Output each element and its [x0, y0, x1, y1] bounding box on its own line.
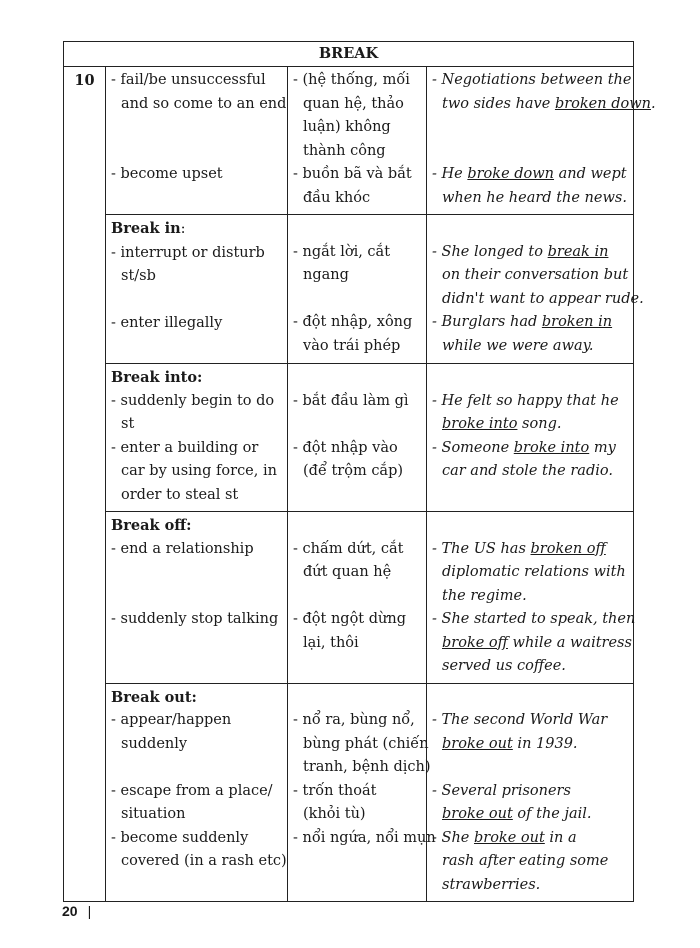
meaning-cell	[106, 67, 288, 215]
example-text: while a waitress	[507, 634, 632, 651]
spacer	[293, 655, 426, 679]
text-line: - suddenly stop talking	[111, 611, 279, 627]
example-cell	[427, 67, 656, 215]
section-heading: Break out:	[111, 688, 197, 706]
example-line	[432, 437, 633, 461]
example-text: on their conversation but	[442, 267, 629, 283]
table-row	[64, 512, 634, 684]
phrasal-verb: broke into	[442, 416, 518, 432]
example-text: - He felt so happy that he	[432, 392, 619, 409]
footer-separator: |	[87, 903, 92, 919]
spacer	[432, 484, 633, 508]
spacer	[111, 187, 287, 211]
text-line: quan hệ, thảo	[303, 95, 404, 112]
text-line: and so come to an end	[121, 95, 287, 112]
meaning-cell	[106, 215, 288, 364]
spacer	[432, 116, 633, 140]
example-cell	[427, 215, 644, 364]
example-text: and wept	[554, 166, 627, 182]
example-text: served us coffee.	[442, 658, 566, 674]
example-text: the regime.	[442, 587, 527, 604]
example-line	[432, 311, 633, 335]
table-row	[64, 683, 634, 902]
text-line: bùng phát (chiến	[303, 735, 429, 752]
example-text: two sides have	[442, 95, 555, 112]
example-text: song.	[517, 416, 562, 432]
text-line: - end a relationship	[111, 540, 254, 557]
phrasal-verb: broke out	[442, 806, 513, 822]
table-row	[64, 67, 634, 215]
section-heading: Break in	[111, 220, 181, 237]
spacer	[111, 655, 287, 679]
example-text: - The US has	[432, 540, 531, 557]
page-number: 20	[62, 903, 78, 919]
example-text: of the jail.	[512, 806, 592, 822]
row-number: 10	[64, 67, 106, 902]
spacer	[293, 686, 426, 710]
text-line: - enter illegally	[111, 315, 223, 331]
example-text: in a	[544, 829, 577, 846]
text-line: tranh, bệnh dịch)	[303, 759, 431, 775]
section-heading: Break into:	[111, 369, 203, 386]
spacer	[111, 116, 287, 140]
spacer	[111, 140, 287, 164]
example-text: - Burglars had	[432, 314, 542, 330]
phrasal-verb: break in	[547, 243, 609, 260]
phrasal-verb: broken off	[530, 540, 606, 557]
text-line: - đột nhập vào	[293, 439, 398, 456]
spacer	[111, 336, 287, 360]
example-text: didn't want to appear rude.	[442, 290, 644, 307]
page-footer	[62, 903, 91, 919]
phrasal-verb: broke into	[513, 439, 590, 456]
text-line: - become suddenly	[111, 829, 249, 846]
example-line	[432, 803, 633, 827]
text-line: đầu khóc	[303, 189, 371, 206]
text-line: đứt quan hệ	[303, 564, 392, 580]
example-text: in 1939.	[512, 735, 578, 752]
example-line	[432, 187, 633, 211]
example-text: strawberries.	[442, 876, 541, 893]
example-text: rash after eating some	[442, 853, 609, 869]
text-line: vào trái phép	[303, 337, 401, 354]
phrasal-verb: broken in	[541, 314, 613, 330]
example-text: - She started to speak, then	[432, 611, 636, 627]
text-line: - ngắt lời, cắt	[293, 243, 391, 260]
text-line: car by using force, in	[121, 463, 277, 479]
example-text: - The second World War	[432, 712, 608, 728]
example-line	[432, 93, 656, 117]
phrasal-verb-table	[63, 41, 656, 902]
spacer	[293, 217, 426, 241]
meaning-cell	[106, 512, 288, 684]
text-line: ngang	[303, 267, 349, 283]
text-line: - enter a building or	[111, 439, 259, 456]
text-line: (khỏi tù)	[303, 806, 366, 822]
phrasal-verb: broke out	[473, 829, 545, 846]
heading-suffix: :	[180, 221, 186, 237]
example-line	[432, 413, 633, 437]
example-line	[432, 780, 633, 804]
vietnamese-cell	[288, 512, 427, 684]
spacer	[293, 366, 426, 390]
example-text: - Negotiations between the	[432, 72, 632, 88]
example-text: - She	[432, 829, 474, 846]
example-text: when he heard the news.	[442, 189, 627, 206]
example-line	[432, 561, 633, 585]
meaning-cell	[106, 683, 288, 902]
text-line: st/sb	[121, 268, 156, 284]
example-line	[432, 241, 633, 265]
text-line: - nổ ra, bùng nổ,	[293, 712, 415, 728]
vietnamese-cell	[288, 67, 427, 215]
example-text: car and stole the radio.	[442, 463, 613, 479]
vietnamese-cell	[288, 215, 427, 364]
example-line	[432, 874, 633, 898]
spacer	[432, 686, 633, 710]
example-text: - He	[432, 166, 468, 182]
spacer	[293, 585, 426, 609]
example-line	[432, 709, 633, 733]
text-line: - fail/be unsuccessful	[111, 72, 266, 88]
example-cell	[427, 512, 634, 684]
example-line	[432, 655, 633, 679]
example-line	[432, 632, 633, 656]
vietnamese-cell	[288, 364, 427, 512]
table-row	[64, 215, 634, 364]
example-line	[432, 827, 633, 851]
text-line: thành công	[303, 142, 386, 159]
example-line	[432, 585, 633, 609]
example-text: - Several prisoners	[432, 782, 571, 799]
text-line: - become upset	[111, 166, 223, 182]
spacer	[432, 514, 633, 538]
spacer	[293, 850, 426, 874]
spacer	[432, 140, 633, 164]
table-title: BREAK	[64, 42, 634, 67]
example-text: - Someone	[432, 439, 514, 456]
spacer	[293, 514, 426, 538]
text-line: - trốn thoát	[293, 782, 377, 799]
text-line: order to steal st	[121, 486, 239, 503]
text-line: - đột ngột dừng	[293, 611, 406, 627]
meaning-cell	[106, 364, 288, 512]
text-line: situation	[121, 806, 186, 822]
section-heading: Break off:	[111, 517, 192, 534]
example-text: .	[650, 95, 656, 112]
example-line	[432, 608, 636, 632]
example-line	[432, 288, 644, 312]
example-cell	[427, 683, 634, 902]
example-line	[432, 733, 633, 757]
text-line: - nổi ngứa, nổi mụn	[293, 829, 436, 846]
spacer	[111, 632, 287, 656]
text-line: - appear/happen	[111, 712, 232, 728]
spacer	[432, 217, 633, 241]
spacer	[111, 874, 287, 898]
example-text: my	[589, 439, 616, 456]
spacer	[111, 289, 287, 313]
phrasal-verb: broke off	[442, 634, 508, 651]
spacer	[293, 288, 426, 312]
phrasal-verb: broke down	[467, 166, 555, 182]
example-line	[432, 538, 633, 562]
example-line	[432, 390, 633, 414]
table-row	[64, 364, 634, 512]
text-line: - suddenly begin to do	[111, 392, 275, 409]
example-line	[432, 264, 633, 288]
spacer	[432, 366, 633, 390]
example-text: diplomatic relations with	[442, 564, 626, 580]
spacer	[432, 756, 633, 780]
text-line: st	[121, 416, 135, 432]
example-line	[432, 69, 633, 93]
example-line	[432, 163, 633, 187]
example-text: - She longed to	[432, 243, 548, 260]
text-line: - buồn bã và bắt	[293, 166, 412, 182]
text-line: - bắt đầu làm gì	[293, 392, 409, 409]
text-line: - escape from a place/	[111, 782, 273, 799]
spacer	[293, 874, 426, 898]
text-line: - đột nhập, xông	[293, 314, 413, 330]
example-line	[432, 460, 633, 484]
vietnamese-cell	[288, 683, 436, 902]
text-line: covered (in a rash etc)	[121, 853, 287, 869]
spacer	[111, 561, 287, 585]
phrasal-verb: broke out	[442, 735, 513, 752]
text-line: suddenly	[121, 735, 188, 752]
phrasal-verb: broken down	[554, 95, 651, 112]
text-line: - chấm dứt, cắt	[293, 540, 404, 557]
spacer	[293, 484, 426, 508]
text-line: - (hệ thống, mối	[293, 72, 410, 88]
text-line: lại, thôi	[303, 634, 359, 651]
example-text: while we were away.	[442, 337, 594, 354]
text-line: (để trộm cắp)	[303, 463, 404, 479]
spacer	[111, 585, 287, 609]
example-cell	[427, 364, 634, 512]
spacer	[111, 756, 287, 780]
spacer	[293, 413, 426, 437]
text-line: - interrupt or disturb	[111, 244, 265, 261]
example-line	[432, 335, 633, 359]
text-line: luận) không	[303, 119, 391, 135]
example-line	[432, 850, 633, 874]
